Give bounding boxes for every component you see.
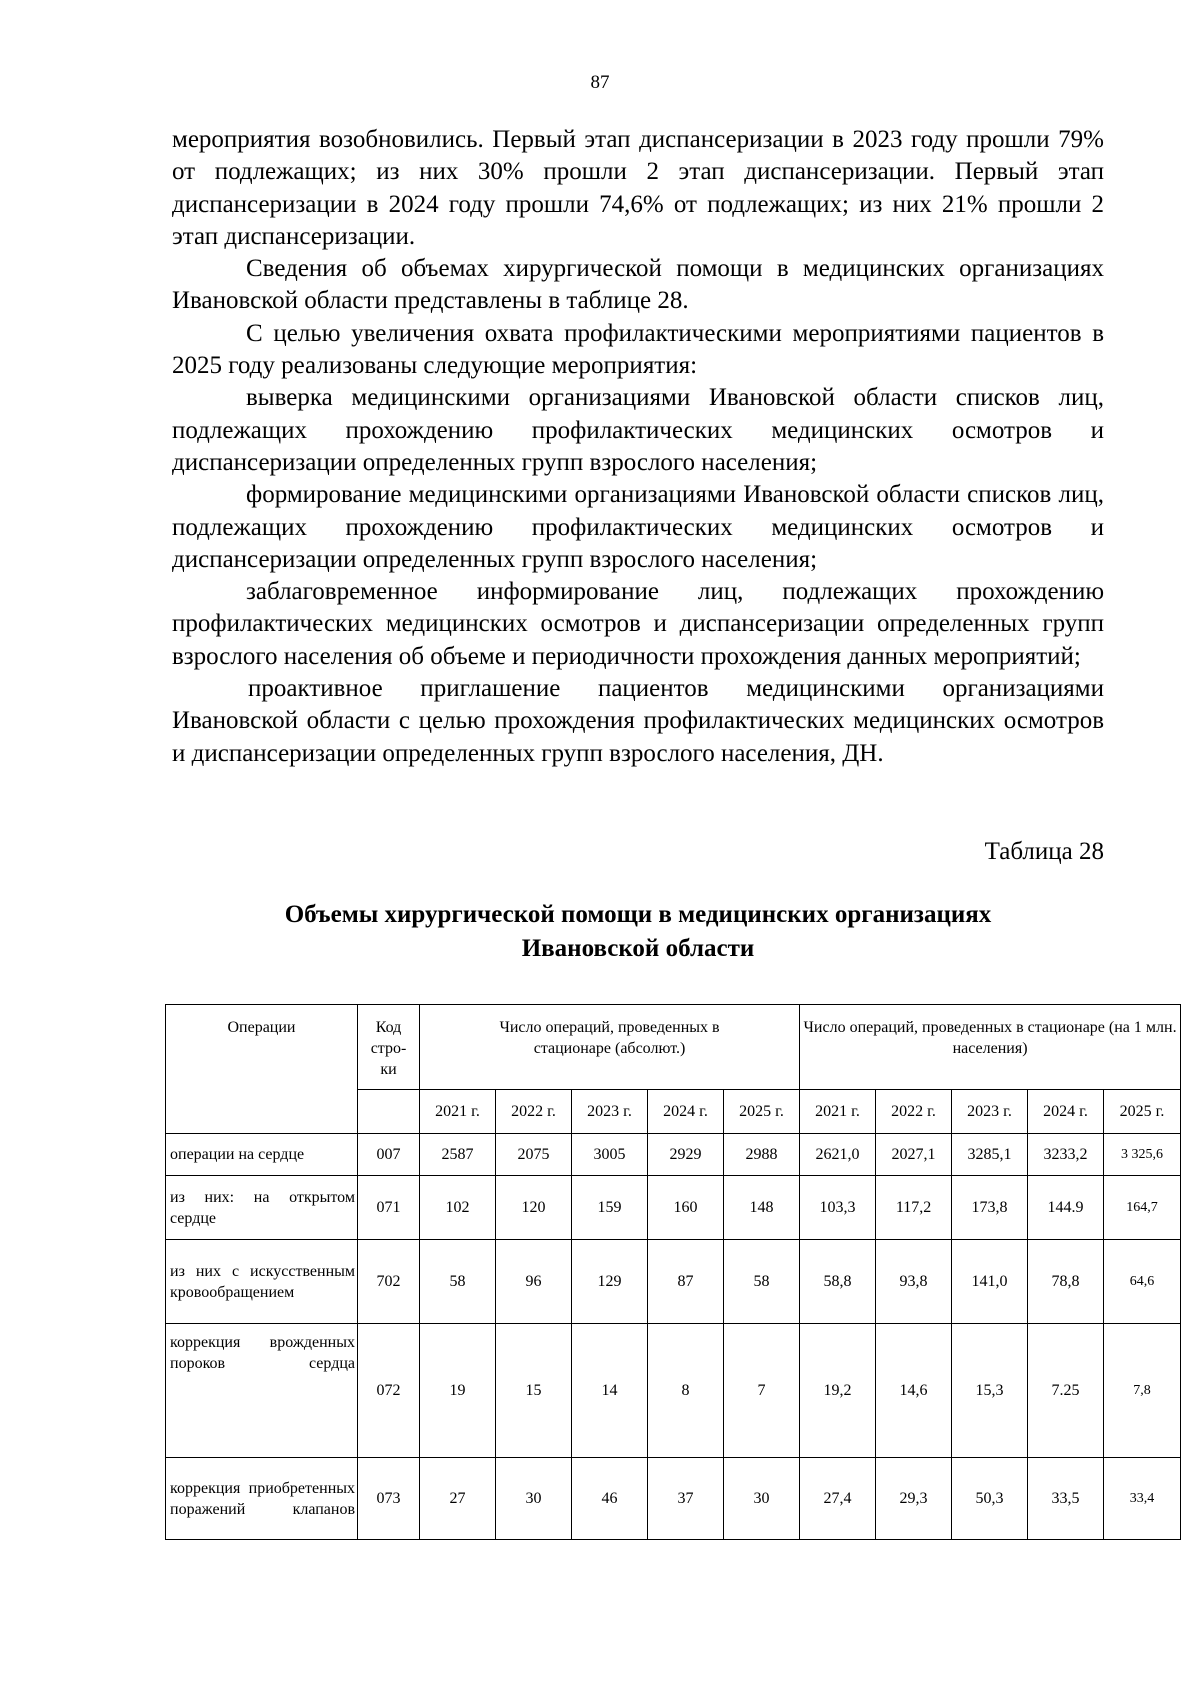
table-row: [166, 1134, 1181, 1176]
table-caption: Таблица 28: [984, 838, 1104, 865]
cell-abs: 58: [724, 1240, 800, 1324]
year-header: 2024 г.: [1028, 1090, 1104, 1134]
table-row: [166, 1176, 1181, 1240]
cell-abs: 160: [648, 1176, 724, 1240]
table-title-line: Ивановской области: [521, 935, 755, 962]
list-item: проактивное приглашение пациентов медицинскими организациями Ивановской области с целью прохождения профилактических медицинских осмотров и диспансеризации определенных групп взрослого населения, ДН.: [172, 675, 1104, 767]
cell-per-mln: 2027,1: [876, 1134, 952, 1176]
year-header: 2025 г.: [724, 1090, 800, 1134]
year-header: 2024 г.: [648, 1090, 724, 1134]
row-code: 073: [358, 1458, 420, 1540]
header-abs: Число операций, проведенных в стационаре (абсолют.): [420, 1005, 800, 1090]
cell-per-mln: 164,7: [1104, 1176, 1181, 1240]
list-item: формирование медицинскими организациями Ивановской области списков лиц, подлежащих прохождению профилактических медицинских осмотров и диспансеризации определенных групп взрослого населения;: [172, 481, 1104, 573]
table-title: [172, 898, 1104, 966]
cell-abs: 27: [420, 1458, 496, 1540]
cell-per-mln: 33,4: [1104, 1458, 1181, 1540]
row-name: из них с искусственным кровообращением: [166, 1240, 358, 1324]
row-name: коррекция приобретенных поражений клапанов: [166, 1458, 358, 1540]
header-code-empty: [358, 1090, 420, 1134]
year-header: 2021 г.: [420, 1090, 496, 1134]
cell-per-mln: 58,8: [800, 1240, 876, 1324]
cell-per-mln: 7.25: [1028, 1324, 1104, 1458]
cell-abs: 87: [648, 1240, 724, 1324]
cell-per-mln: 3233,2: [1028, 1134, 1104, 1176]
year-header: 2025 г.: [1104, 1090, 1181, 1134]
cell-per-mln: 14,6: [876, 1324, 952, 1458]
year-header: 2022 г.: [496, 1090, 572, 1134]
table-row: [166, 1324, 1181, 1458]
paragraph: мероприятия возобновились. Первый этап диспансеризации в 2023 году прошли 79% от подлежащих; из них 30% прошли 2 этап диспансеризации. Первый этап диспансеризации в 2024 году прошли 74,6% от подлежащих; из них 21% прошли 2 этап диспансеризации.: [172, 126, 1104, 250]
cell-abs: 120: [496, 1176, 572, 1240]
cell-abs: 58: [420, 1240, 496, 1324]
cell-per-mln: 15,3: [952, 1324, 1028, 1458]
cell-per-mln: 173,8: [952, 1176, 1028, 1240]
table-row: [166, 1240, 1181, 1324]
row-code: 071: [358, 1176, 420, 1240]
header-operations: Операции: [166, 1005, 358, 1134]
cell-abs: 15: [496, 1324, 572, 1458]
cell-abs: 2587: [420, 1134, 496, 1176]
cell-abs: 148: [724, 1176, 800, 1240]
row-name: из них: на открытом сердце: [166, 1176, 358, 1240]
cell-per-mln: 29,3: [876, 1458, 952, 1540]
cell-abs: 8: [648, 1324, 724, 1458]
cell-abs: 2075: [496, 1134, 572, 1176]
year-header: 2021 г.: [800, 1090, 876, 1134]
cell-per-mln: 27,4: [800, 1458, 876, 1540]
cell-abs: 30: [496, 1458, 572, 1540]
table-row: [166, 1458, 1181, 1540]
year-header: 2023 г.: [572, 1090, 648, 1134]
row-code: 072: [358, 1324, 420, 1458]
cell-abs: 2988: [724, 1134, 800, 1176]
row-code: 702: [358, 1240, 420, 1324]
cell-per-mln: 93,8: [876, 1240, 952, 1324]
cell-abs: 46: [572, 1458, 648, 1540]
cell-abs: 14: [572, 1324, 648, 1458]
cell-per-mln: 33,5: [1028, 1458, 1104, 1540]
row-name: операции на сердце: [166, 1134, 358, 1176]
header-per-mln: Число операций, проведенных в стационаре (на 1 млн. населения): [800, 1005, 1181, 1090]
year-header: 2023 г.: [952, 1090, 1028, 1134]
header-code: Код стро-ки: [358, 1005, 420, 1090]
cell-per-mln: 141,0: [952, 1240, 1028, 1324]
cell-abs: 3005: [572, 1134, 648, 1176]
cell-per-mln: 64,6: [1104, 1240, 1181, 1324]
cell-abs: 102: [420, 1176, 496, 1240]
cell-per-mln: 7,8: [1104, 1324, 1181, 1458]
cell-per-mln: 2621,0: [800, 1134, 876, 1176]
year-header: 2022 г.: [876, 1090, 952, 1134]
cell-abs: 30: [724, 1458, 800, 1540]
surgery-table: [165, 1004, 1181, 1540]
list-item: выверка медицинскими организациями Ивановской области списков лиц, подлежащих прохождению профилактических медицинских осмотров и диспансеризации определенных групп взрослого населения;: [172, 384, 1104, 476]
row-name: коррекция врожденных пороков сердца: [166, 1324, 358, 1458]
body-text: [172, 124, 1104, 770]
paragraph: Сведения об объемах хирургической помощи в медицинских организациях Ивановской области представлены в таблице 28.: [172, 255, 1104, 315]
cell-abs: 96: [496, 1240, 572, 1324]
cell-per-mln: 103,3: [800, 1176, 876, 1240]
cell-per-mln: 144.9: [1028, 1176, 1104, 1240]
table-title-line: Объемы хирургической помощи в медицинских организациях: [284, 901, 992, 928]
list-item: заблаговременное информирование лиц, подлежащих прохождению профилактических медицинских осмотров и диспансеризации определенных групп взрослого населения об объеме и периодичности прохождения данных мероприятий;: [172, 578, 1104, 670]
cell-abs: 129: [572, 1240, 648, 1324]
cell-abs: 37: [648, 1458, 724, 1540]
cell-abs: 19: [420, 1324, 496, 1458]
cell-per-mln: 19,2: [800, 1324, 876, 1458]
cell-per-mln: 3285,1: [952, 1134, 1028, 1176]
cell-per-mln: 3 325,6: [1104, 1134, 1181, 1176]
cell-abs: 7: [724, 1324, 800, 1458]
cell-per-mln: 50,3: [952, 1458, 1028, 1540]
page-number: 87: [590, 72, 610, 93]
row-code: 007: [358, 1134, 420, 1176]
cell-per-mln: 117,2: [876, 1176, 952, 1240]
paragraph: С целью увеличения охвата профилактическими мероприятиями пациентов в 2025 году реализованы следующие мероприятия:: [172, 319, 1104, 380]
cell-abs: 2929: [648, 1134, 724, 1176]
cell-per-mln: 78,8: [1028, 1240, 1104, 1324]
cell-abs: 159: [572, 1176, 648, 1240]
